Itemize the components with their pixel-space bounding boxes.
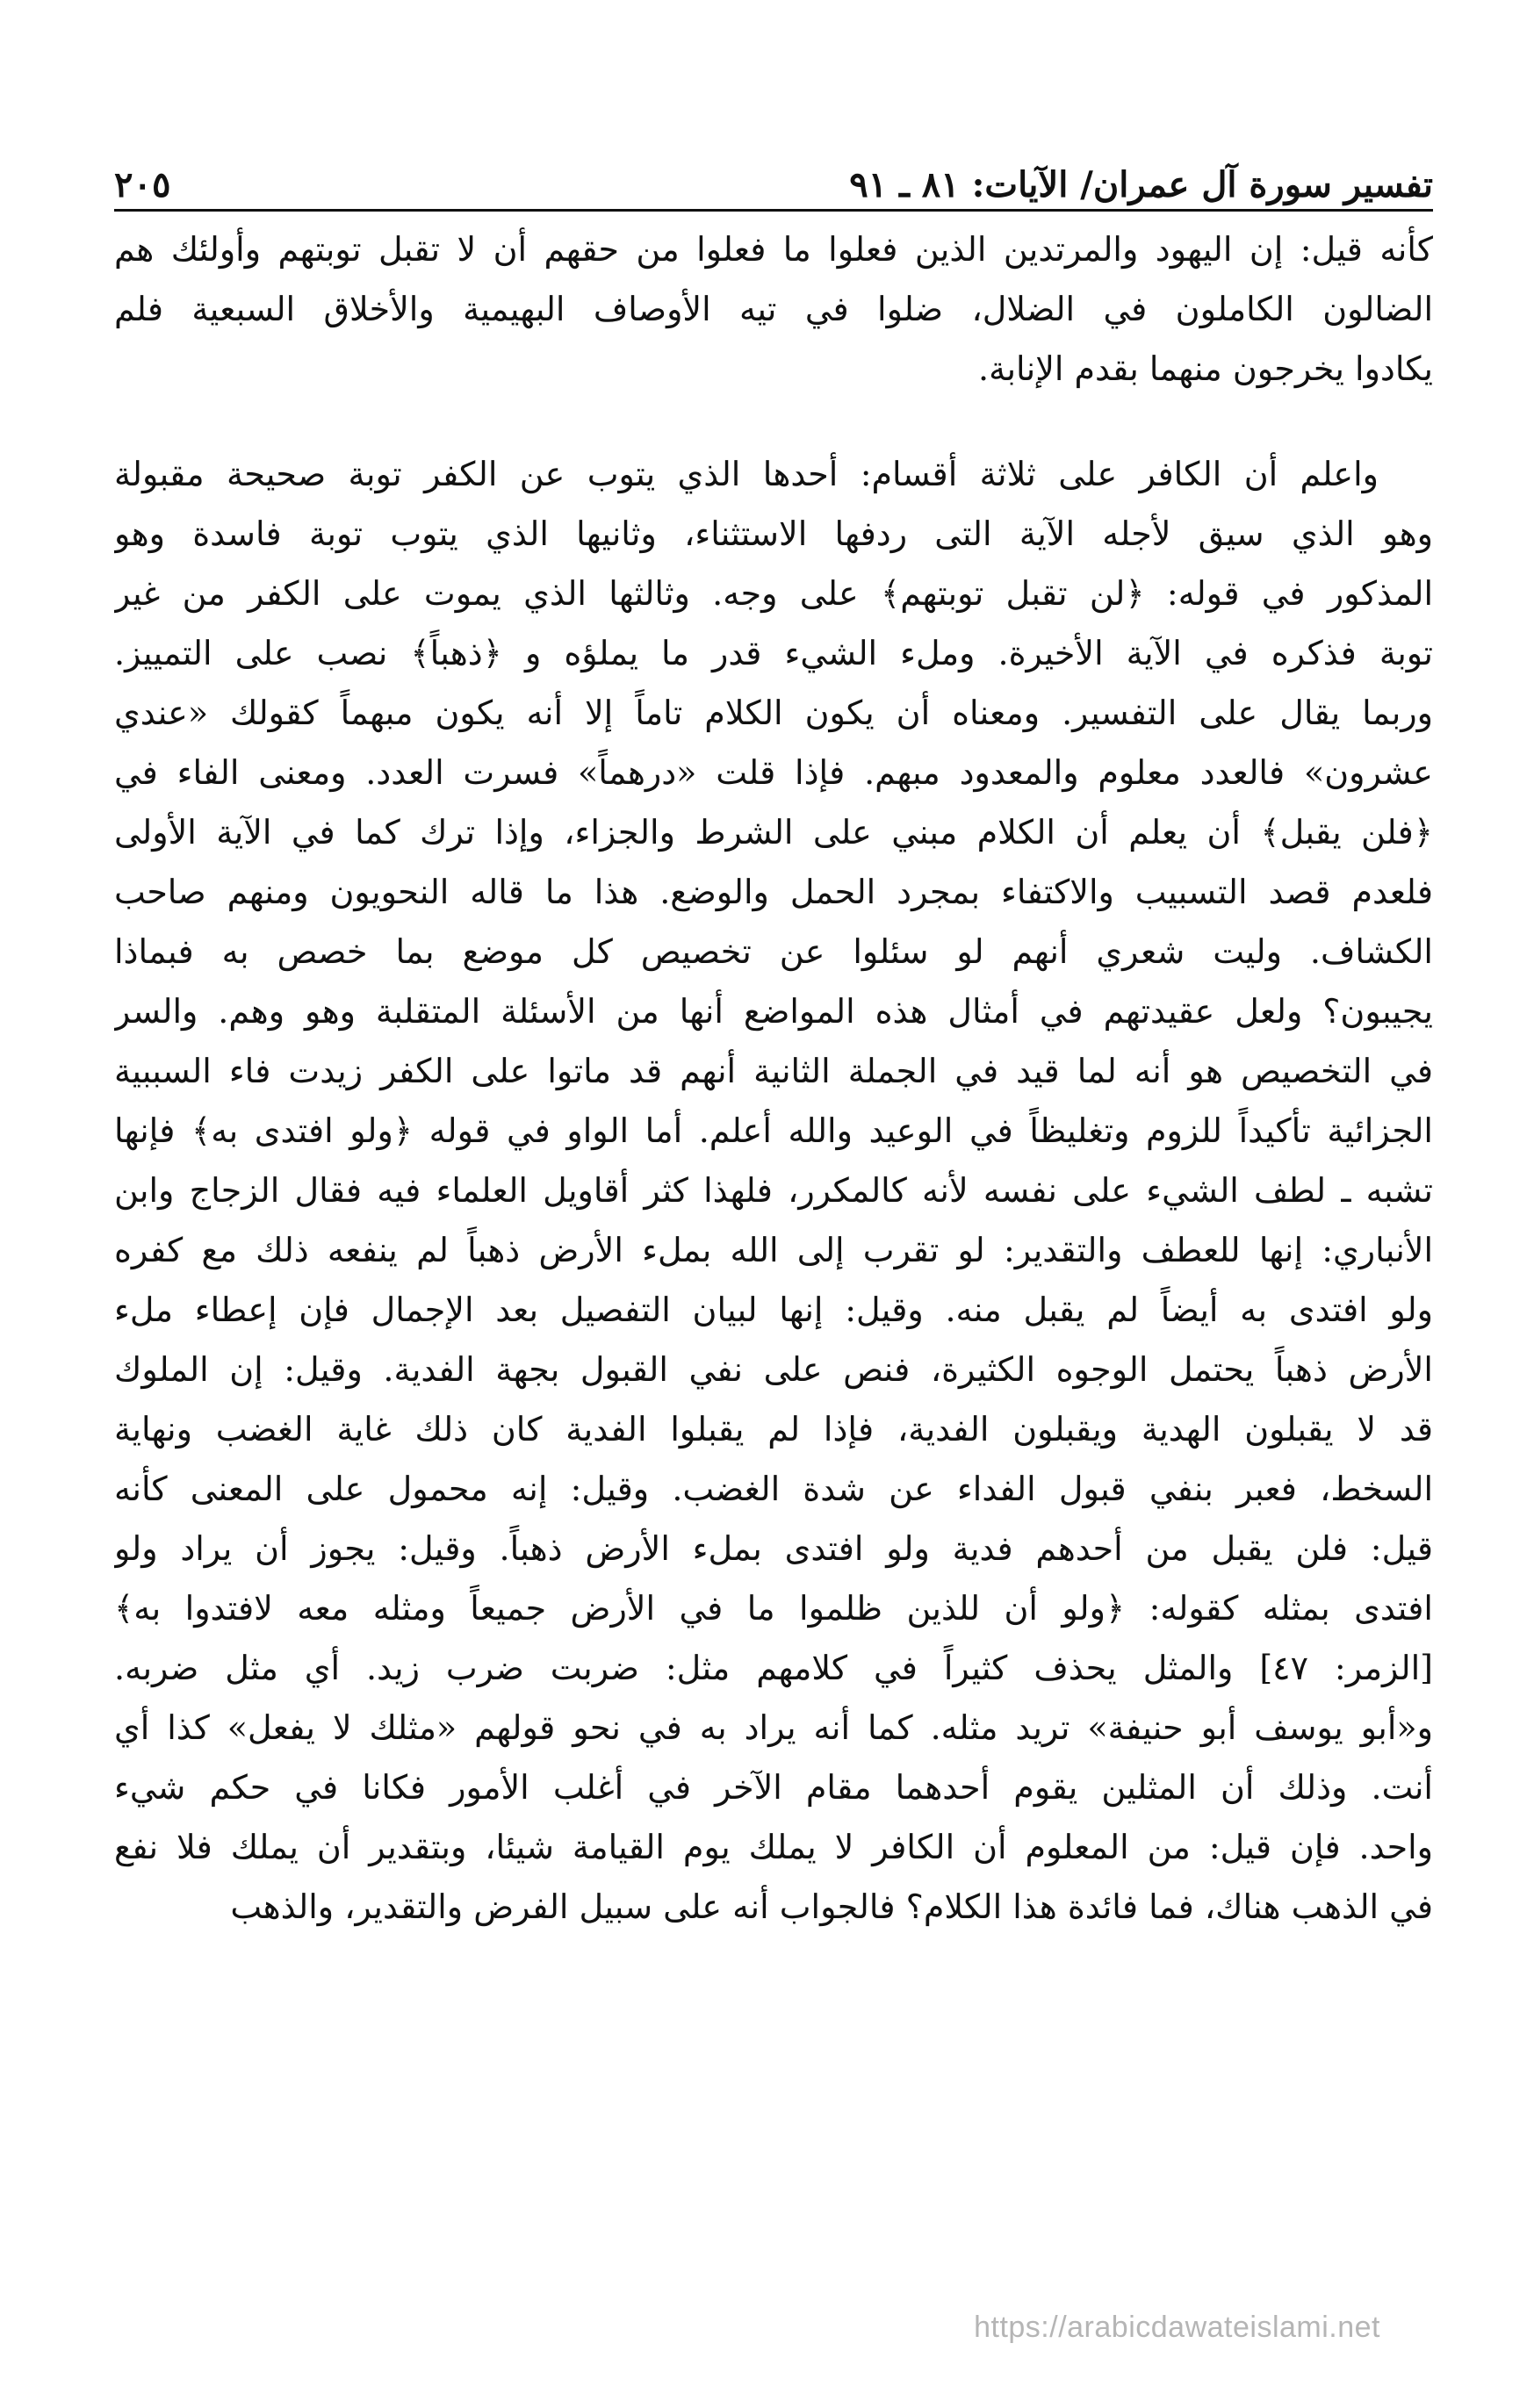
text-line: في التخصيص هو أنه لما قيد في الجملة الثانية أنهم قد ماتوا على الكفر زيدت فاء السببية [114,1052,1433,1090]
running-title: تفسير سورة آل عمران/ الآيات: ٨١ ـ ٩١ [849,164,1433,205]
text-line: فلعدم قصد التسبيب والاكتفاء بمجرد الحمل والوضع. هذا ما قاله النحويون ومنهم صاحب [114,873,1433,911]
text-line: تشبه ـ لطف الشيء على نفسه لأنه كالمكرر، فلهذا كثر أقاويل العلماء فيه فقال الزجاج وابن [114,1171,1433,1210]
text-line: وهو الذي سيق لأجله الآية التى ردفها الاستثناء، وثانيها الذي يتوب توبة فاسدة وهو [114,514,1433,553]
text-line: المذكور في قوله: ﴿لن تقبل توبتهم﴾ على وجه. وثالثها الذي يموت على الكفر من غير [114,574,1433,613]
text-line: قيل: فلن يقبل من أحدهم فدية ولو افتدى بملء الأرض ذهباً. وقيل: يجوز أن يراد ولو [114,1529,1433,1568]
paragraph-1 [114,219,1433,399]
text-line: افتدى بمثله كقوله: ﴿ولو أن للذين ظلموا ما في الأرض جميعاً ومثله معه لافتدوا به﴾ [114,1589,1433,1628]
text-line: ﴿فلن يقبل﴾ أن يعلم أن الكلام مبني على الشرط والجزاء، وإذا ترك كما في الآية الأولى [114,813,1433,852]
text-line: وربما يقال على التفسير. ومعناه أن يكون الكلام تاماً إلا أنه يكون مبهماً كقولك «عندي [114,694,1433,732]
page-body [114,219,1433,1937]
text-line: الأنباري: إنها للعطف والتقدير: لو تقرب إلى الله بملء الأرض ذهباً لم ينفعه ذلك مع كفره [114,1231,1433,1269]
text-line: عشرون» فالعدد معلوم والمعدود مبهم. فإذا قلت «درهماً» فسرت العدد. ومعنى الفاء في [114,753,1433,792]
text-line: واحد. فإن قيل: من المعلوم أن الكافر لا يملك يوم القيامة شيئا، وبتقدير أن يملك فلا نفع [114,1828,1433,1866]
text-line: يجيبون؟ ولعل عقيدتهم في أمثال هذه المواضع أنها من الأسئلة المتقلبة وهو وهم. والسر [114,992,1433,1031]
text-line: توبة فذكره في الآية الأخيرة. وملء الشيء قدر ما يملؤه و ﴿ذهباً﴾ نصب على التمييز. [114,634,1433,672]
text-line: ولو افتدى به أيضاً لم يقبل منه. وقيل: إنها لبيان التفصيل بعد الإجمال فإن إعطاء ملء [114,1290,1433,1329]
header-divider [114,209,1433,212]
text-line: الكشاف. وليت شعري أنهم لو سئلوا عن تخصيص كل موضع بما خصص به فبماذا [114,932,1433,971]
text-line: يكادوا يخرجون منهما بقدم الإنابة. [978,349,1433,388]
text-line: الجزائية تأكيداً للزوم وتغليظاً في الوعيد والله أعلم. أما الواو في قوله ﴿ولو افتدى به﴾ فإنها [114,1111,1433,1150]
text-line: قد لا يقبلون الهدية ويقبلون الفدية، فإذا لم يقبلوا الفدية كان ذلك غاية الغضب ونهاية [114,1410,1433,1448]
text-line: الضالون الكاملون في الضلال، ضلوا في تيه الأوصاف البهيمية والأخلاق السبعية فلم [114,290,1433,328]
text-line: السخط، فعبر بنفي قبول الفداء عن شدة الغضب. وقيل: إنه محمول على المعنى كأنه [114,1470,1433,1508]
text-line: و«أبو يوسف أبو حنيفة» تريد مثله. كما أنه يراد به في نحو قولهم «مثلك لا يفعل» كذا أي [114,1708,1433,1747]
text-line: أنت. وذلك أن المثلين يقوم أحدهما مقام الآخر في أغلب الأمور فكانا في حكم شيء [114,1768,1433,1807]
watermark-url: https://arabicdawateislami.net [974,2311,1380,2344]
page-number: ٢٠٥ [114,164,171,205]
text-line: [الزمر: ٤٧] والمثل يحذف كثيراً في كلامهم مثل: ضربت ضرب زيد. أي مثل ضربه. [114,1649,1433,1687]
text-line: في الذهب هناك، فما فائدة هذا الكلام؟ فالجواب أنه على سبيل الفرض والتقدير، والذهب [230,1887,1433,1926]
text-line: واعلم أن الكافر على ثلاثة أقسام: أحدها الذي يتوب عن الكفر توبة صحيحة مقبولة [114,455,1379,493]
text-line: كأنه قيل: إن اليهود والمرتدين الذين فعلوا ما فعلوا من حقهم أن لا تقبل توبتهم وأولئك هم [114,230,1433,269]
paragraph-2 [114,444,1433,1937]
text-line: الأرض ذهباً يحتمل الوجوه الكثيرة، فنص على نفي القبول بجهة الفدية. وقيل: إن الملوك [114,1350,1433,1389]
running-header [114,149,1433,205]
